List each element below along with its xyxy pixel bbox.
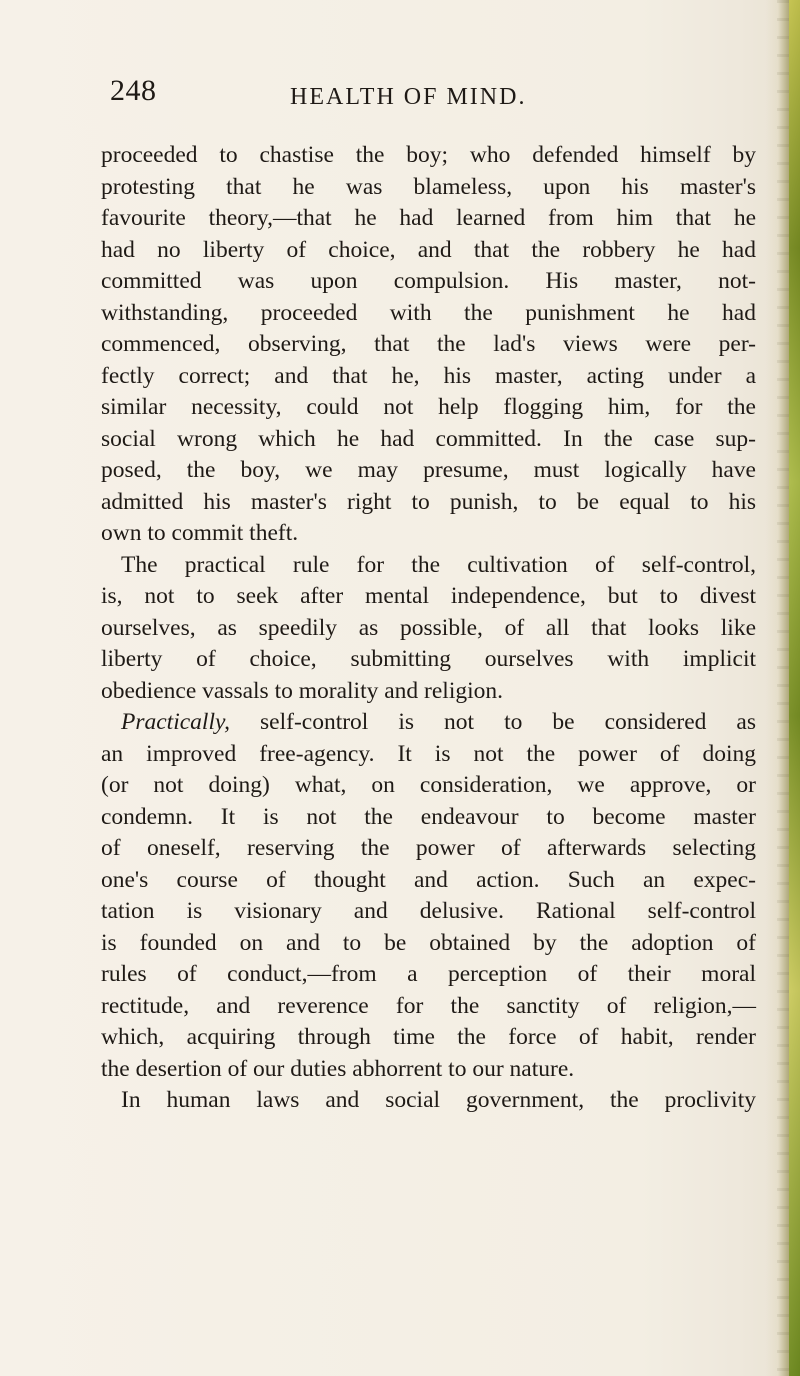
text-line: protesting that he was blameless, upon his master's <box>101 173 756 200</box>
text-line-continuation: self-control is not to be considered as <box>230 709 756 735</box>
text-line: had no liberty of choice, and that the robbery he had <box>101 236 756 263</box>
binding-strip <box>789 0 800 1376</box>
text-line: The practical rule for the cultivation of self-control, <box>121 551 756 578</box>
running-head: HEALTH OF MIND. <box>290 84 527 110</box>
page-edge-marks <box>777 0 789 1376</box>
page-header <box>110 76 640 120</box>
text-line: ourselves, as speedily as possible, of all that looks like <box>101 614 756 641</box>
text-line: admitted his master's right to punish, to be equal to his <box>101 488 756 515</box>
text-line: commenced, observing, that the lad's views were per- <box>101 331 756 357</box>
text-line: favourite theory,—that he had learned from him that he <box>101 205 756 231</box>
text-line: liberty of choice, submitting ourselves with implicit <box>101 646 756 672</box>
text-line: of oneself, reserving the power of afterwards selecting <box>101 835 756 861</box>
text-line: proceeded to chastise the boy; who defended himself by <box>101 142 756 168</box>
text-line: the desertion of our duties abhorrent to our nature. <box>101 1055 575 1082</box>
text-line: posed, the boy, we may presume, must logically have <box>101 457 756 483</box>
text-line: fectly correct; and that he, his master, acting under a <box>101 362 756 389</box>
text-line: In human laws and social government, the proclivity <box>121 1087 756 1113</box>
text-line: is, not to seek after mental independence, but to divest <box>101 583 756 609</box>
text-line: social wrong which he had committed. In the case sup- <box>101 425 756 452</box>
text-line: rules of conduct,—from a perception of their moral <box>101 961 756 987</box>
text-line: one's course of thought and action. Such an expec- <box>101 866 756 893</box>
text-line: withstanding, proceeded with the punishment he had <box>101 299 756 326</box>
text-line: an improved free-agency. It is not the power of doing <box>101 740 756 767</box>
text-line: (or not doing) what, on consideration, we approve, or <box>101 772 756 798</box>
text-line: is founded on and to be obtained by the adoption of <box>101 929 756 956</box>
text-line: own to commit theft. <box>101 520 299 546</box>
body-text <box>101 140 756 1117</box>
page-number: 248 <box>110 74 157 107</box>
text-line: committed was upon compulsion. His master, not- <box>101 268 756 294</box>
text-line: obedience vassals to morality and religion. <box>101 677 504 704</box>
text-line: rectitude, and reverence for the sanctity of religion,— <box>101 992 756 1019</box>
text-line: similar necessity, could not help flogging him, for the <box>101 394 756 420</box>
text-line: which, acquiring through time the force of habit, render <box>101 1024 756 1050</box>
text-line: condemn. It is not the endeavour to become master <box>101 803 756 830</box>
text-line <box>101 707 756 739</box>
italic-word: Practically, <box>121 709 230 735</box>
text-line: tation is visionary and delusive. Rational self-control <box>101 898 756 924</box>
